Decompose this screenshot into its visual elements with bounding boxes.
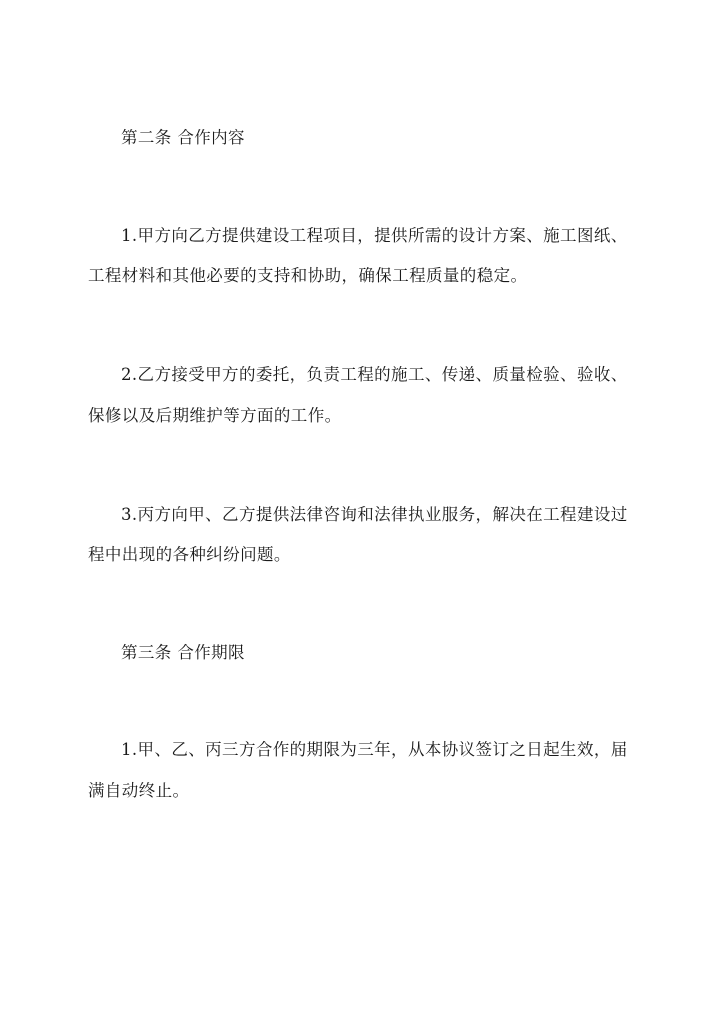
paragraph-line: 满自动终止。 — [88, 781, 190, 800]
paragraph-line: 工程材料和其他必要的支持和协助，确保工程质量的稳定。 — [88, 266, 528, 285]
paragraph-line: 2.乙方接受甲方的委托，负责工程的施工、传递、质量检验、验收、 — [121, 365, 628, 384]
paragraph-line: 程中出现的各种纠纷问题。 — [88, 545, 291, 564]
paragraph-line: 保修以及后期维护等方面的工作。 — [88, 406, 342, 425]
paragraph-line: 1.甲、乙、丙三方合作的期限为三年，从本协议签订之日起生效，届 — [121, 740, 628, 759]
paragraph-line: 1.甲方向乙方提供建设工程项目，提供所需的设计方案、施工图纸、 — [121, 226, 628, 245]
section-heading-3: 第三条 合作期限 — [121, 643, 245, 662]
paragraph-line: 3.丙方向甲、乙方提供法律咨询和法律执业服务，解决在工程建设过 — [121, 505, 628, 524]
section-heading-2: 第二条 合作内容 — [121, 128, 245, 147]
